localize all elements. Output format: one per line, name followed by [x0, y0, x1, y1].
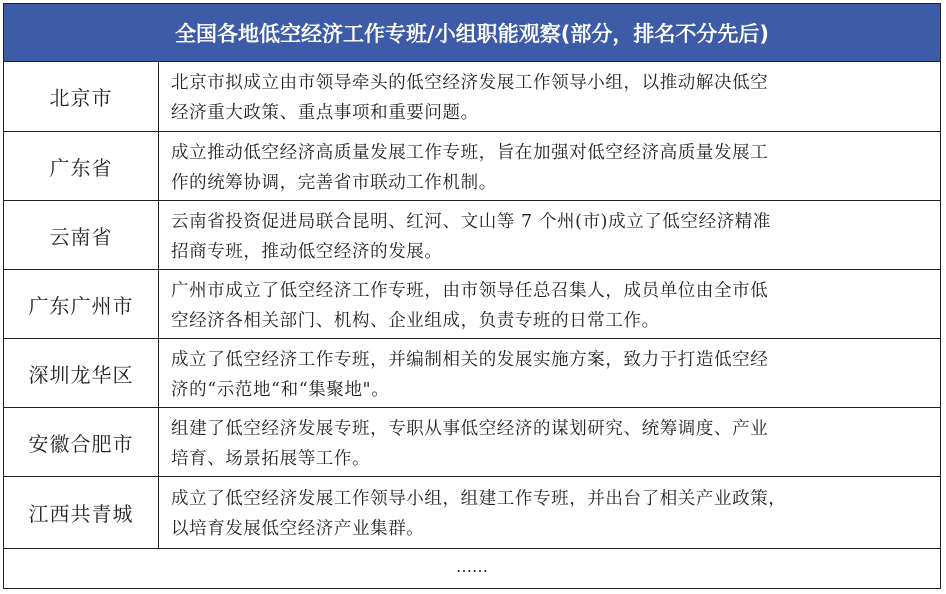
description-cell: [159, 132, 940, 200]
region-cell: 北京市: [4, 62, 159, 131]
description-cell: [159, 477, 940, 548]
region-cell: 广东广州市: [4, 270, 159, 338]
description-line: 成立了低空经济工作专班，并编制相关的发展实施方案，致力于打造低空经: [171, 349, 769, 370]
description-line: 济的“示范地“和“集聚地"。: [171, 379, 390, 400]
table-row: [4, 270, 940, 339]
description-line: 招商专班，推动低空经济的发展。: [171, 241, 443, 262]
region-cell: 深圳龙华区: [4, 339, 159, 407]
table-row: [4, 477, 940, 549]
description-line: 组建了低空经济发展专班，专职从事低空经济的谋划研究、统筹调度、产业: [171, 418, 769, 439]
description-cell: [159, 270, 940, 338]
table-row: [4, 62, 940, 132]
description-line: 广州市成立了低空经济工作专班，由市领导任总召集人，成员单位由全市低: [171, 280, 769, 301]
description-line: 云南省投资促进局联合昆明、红河、文山等 7 个州(市)成立了低空经济精准: [171, 211, 772, 232]
region-cell: 安徽合肥市: [4, 408, 159, 476]
description-line: 北京市拟成立由市领导牵头的低空经济发展工作领导小组，以推动解决低空: [171, 73, 769, 93]
region-cell: 广东省: [4, 132, 159, 200]
region-cell: 云南省: [4, 201, 159, 269]
description-line: 成立推动低空经济高质量发展工作专班，旨在加强对低空经济高质量发展工: [171, 142, 769, 163]
table-row: [4, 408, 940, 477]
description-line: 成立了低空经济发展工作领导小组，组建工作专班，并出台了相关产业政策，: [171, 489, 787, 509]
description-cell: [159, 408, 940, 476]
table-row: [4, 132, 940, 201]
table-title: 全国各地低空经济工作专班/小组职能观察(部分，排名不分先后): [4, 4, 940, 62]
description-line: 作的统筹协调，完善省市联动工作机制。: [171, 172, 497, 193]
table-ellipsis: ……: [456, 556, 488, 576]
table-row: [4, 339, 940, 408]
description-cell: [159, 339, 940, 407]
description-cell: [159, 62, 940, 131]
description-line: 经济重大政策、重点事项和重要问题。: [171, 103, 479, 123]
description-cell: [159, 201, 940, 269]
description-line: 以培育发展低空经济产业集群。: [171, 519, 425, 539]
description-line: 空经济各相关部门、机构、企业组成，负责专班的日常工作。: [171, 310, 660, 331]
description-line: 培育、场景拓展等工作。: [171, 448, 371, 469]
policy-table: [3, 3, 941, 589]
table-row: [4, 201, 940, 270]
region-cell: 江西共青城: [4, 477, 159, 548]
